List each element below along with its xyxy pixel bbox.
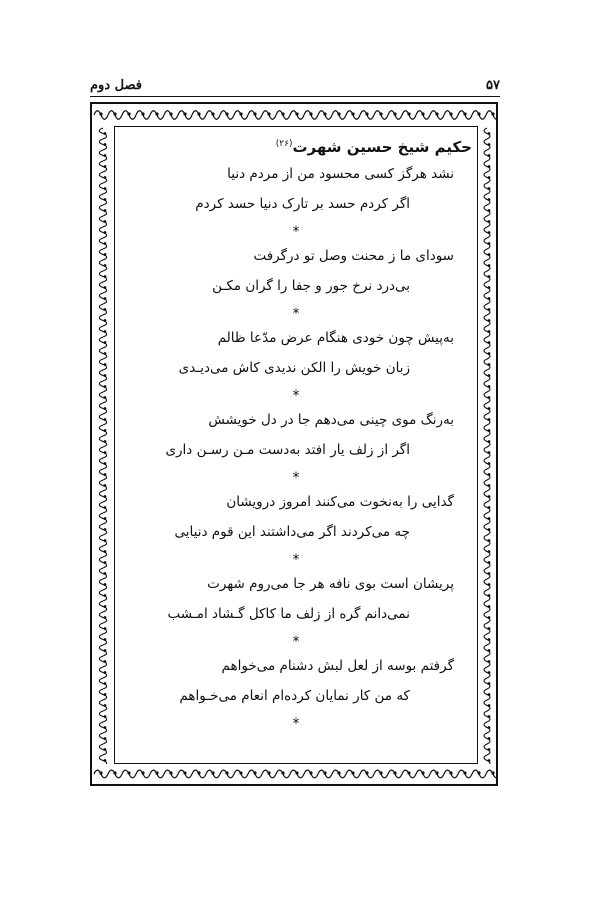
verse-6-second: نمی‌دانم گره از زلف ما کاکل گـشاد امـشب <box>167 606 410 622</box>
verse-5-first: گدایی را به‌نخوت می‌کنند امروز درویشان <box>226 494 454 510</box>
verse-2-second: بی‌درد نرخ جور و جفا را گران مکـن <box>212 278 410 294</box>
header-rule <box>90 96 500 97</box>
verse-7-second: که من کار نمایان کرده‌ام انعام می‌خـواهم <box>179 688 410 704</box>
ornament-band-top <box>92 104 496 126</box>
verse-1-second: اگر کردم حسد بر تارک دنیا حسد کردم <box>195 196 410 212</box>
verse-5-second: چه می‌کردند اگر می‌داشتند این قوم دنیایی <box>174 524 410 540</box>
verse-7-first: گرفتم بوسه از لعل لبش دشنام می‌خواهم <box>221 658 454 674</box>
ornament-band-bottom <box>92 764 496 784</box>
verse-1-first: نشد هرگز کسی محسود من از مردم دنیا <box>227 166 454 182</box>
footnote-marker: (۲۶) <box>275 139 293 149</box>
verse-separator: * <box>292 224 300 240</box>
verse-3-second: زبان خویش را الکن ندیدی کاش می‌دیـدی <box>178 360 410 376</box>
chapter-title: فصل دوم <box>90 78 142 93</box>
verse-2-first: سودای ما ز محنت وصل تو درگرفت <box>253 248 454 264</box>
verse-4-second: اگر از زلف یار افتد به‌دست مـن رسـن داری <box>165 442 410 458</box>
verse-4-first: به‌رنگ موی چینی می‌دهم جا در دل خویشش <box>208 412 454 428</box>
running-header <box>90 74 500 96</box>
verse-separator: * <box>292 470 300 486</box>
verse-separator: * <box>292 716 300 732</box>
verse-separator: * <box>292 388 300 404</box>
verse-separator: * <box>292 634 300 650</box>
verse-3-first: به‌پیش چون خودی هنگام عرض مدّعا ظالم <box>217 330 454 346</box>
ornament-band-right <box>478 126 496 764</box>
verse-separator: * <box>292 552 300 568</box>
verse-6-first: پریشان است بوی نافه هر جا می‌روم شهرت <box>207 576 454 592</box>
poet-heading <box>276 138 472 156</box>
poet-name: حکیم شیخ حسین شهرت <box>292 138 472 156</box>
ornament-band-left <box>92 126 114 764</box>
page-number: ۵۷ <box>486 78 500 93</box>
verse-separator: * <box>292 306 300 322</box>
